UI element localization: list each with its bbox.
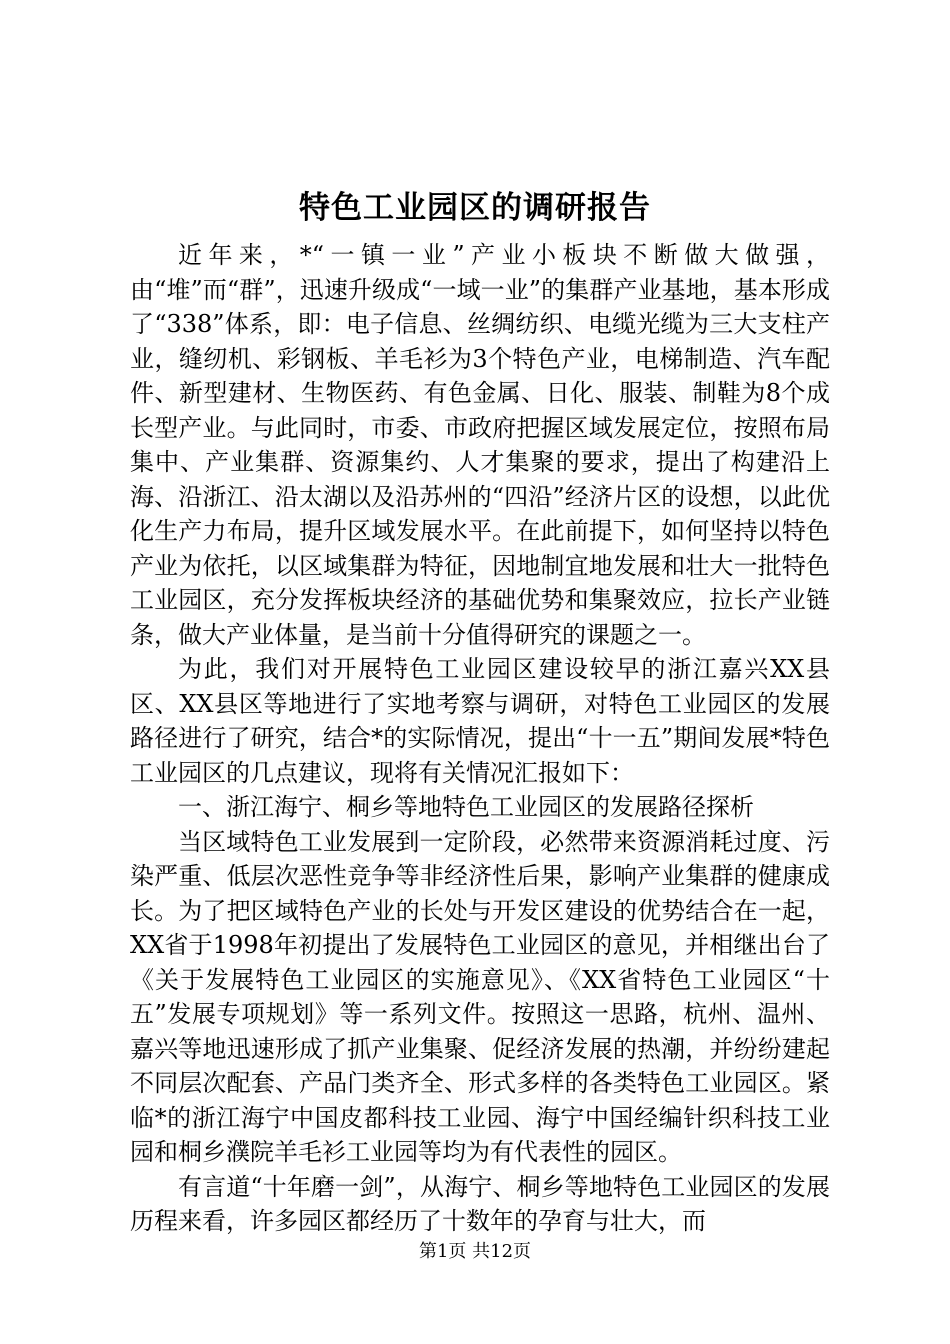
section-heading-1: 一、浙江海宁、桐乡等地特色工业园区的发展路径探析 — [178, 793, 754, 821]
page-footer: 第1页 共12页 — [418, 1241, 532, 1262]
paragraph-purpose: 为此，我们对开展特色工业园区建设较早的浙江嘉兴XX县区、XX县区等地进行了实地考察与调研，对特色工业园区的发展路径进行了研究，结合*的实际情况，提出“十一五”期间发展*特色工业园区的几点建议，现将有关情况汇报如下： — [130, 655, 830, 787]
paragraph-intro: 近年来，*“一镇一业”产业小板块不断做大做强，由“堆”而“群”，迅速升级成“一域一业”的集群产业基地，基本形成了“338”体系，即：电子信息、丝绸纺织、电缆光缆为三大支柱产业，缝纫机、彩钢板、羊毛衫为3个特色产业，电梯制造、汽车配件、新型建材、生物医药、有色金属、日化、服装、制鞋为8个成长型产业。与此同时，市委、市政府把握区域发展定位，按照布局集中、产业集群、资源集约、人才集聚的要求，提出了构建沿上海、沿浙江、沿太湖以及沿苏州的“四沿”经济片区的设想，以此优化生产力布局，提升区域发展水平。在此前提下，如何坚持以特色产业为依托，以区域集群为特征，因地制宜地发展和壮大一批特色工业园区，充分发挥板块经济的基础优势和集聚效应，拉长产业链条，做大产业体量，是当前十分值得研究的课题之一。 — [130, 241, 830, 649]
document-title: 特色工业园区的调研报告 — [299, 190, 651, 226]
paragraph-section-1: 当区域特色工业发展到一定阶段，必然带来资源消耗过度、污染严重、低层次恶性竞争等非经济性后果，影响产业集群的健康成长。为了把区域特色产业的长处与开发区建设的优势结合在一起，XX省于1998年初提出了发展特色工业园区的意见，并相继出台了《关于发展特色工业园区的实施意见》、《XX省特色工业园区“十五”发展专项规划》等一系列文件。按照这一思路，杭州、温州、嘉兴等地迅速形成了抓产业集聚、促经济发展的热潮，并纷纷建起不同层次配套、产品门类齐全、形式多样的各类特色工业园区。紧临*的浙江海宁中国皮都科技工业园、海宁中国经编针织科技工业园和桐乡濮院羊毛衫工业园等均为有代表性的园区。 — [130, 827, 830, 1166]
paragraph-section-1-continued: 有言道“十年磨一剑”，从海宁、桐乡等地特色工业园区的发展历程来看，许多园区都经历了十数年的孕育与壮大，而 — [130, 1172, 830, 1235]
document-body — [130, 238, 830, 1239]
